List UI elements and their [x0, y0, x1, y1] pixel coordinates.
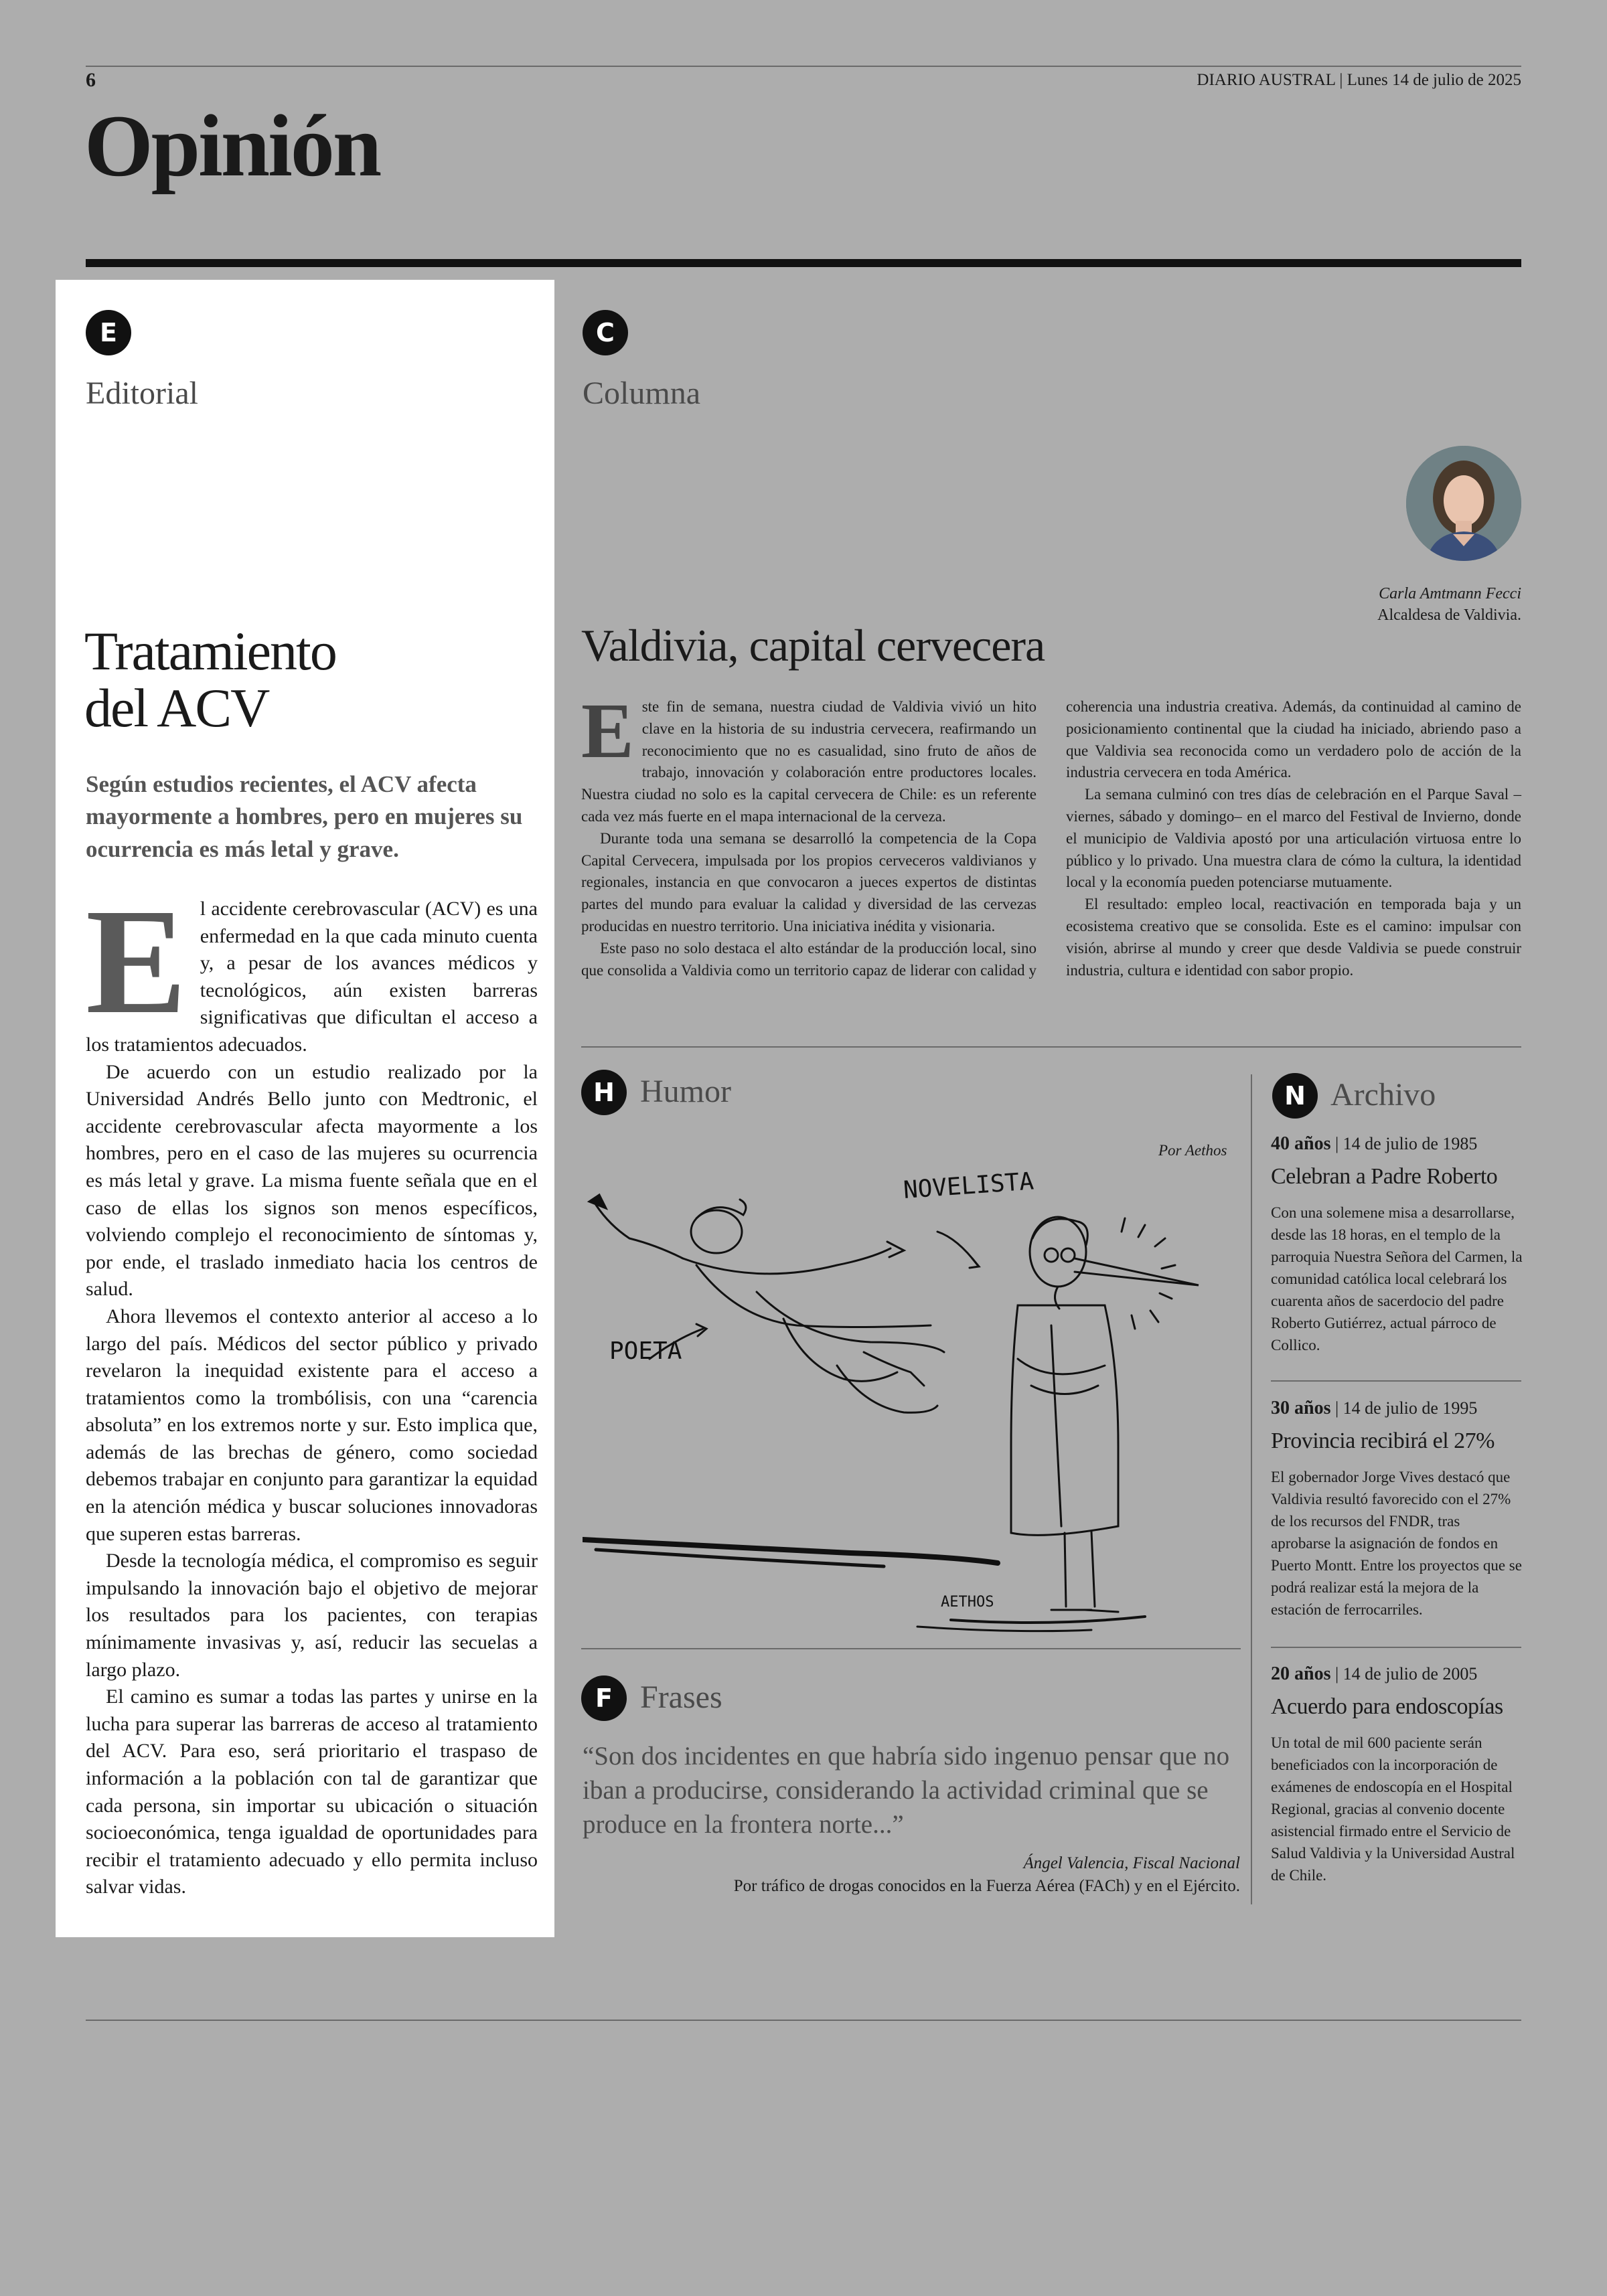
columna-badge: C — [583, 310, 628, 355]
editorial-lead: Según estudios recientes, el ACV afecta mayormente a hombres, pero en mujeres su ocurrencia es más letal y grave. — [86, 771, 523, 862]
columna-paragraph: Durante toda una semana se desarrolló la competencia de la Copa Capital Cervecera, impulsada por los propios cerveceros valdivianos y regionales, instancia en que convocaron a jueces expertos de distintas partes del mundo para evaluar la calidad y diversidad de las cervezas producidas en nuestro territorio. Una iniciativa inédita y visionaria. — [581, 829, 1037, 934]
editorial-dropcap: E — [86, 878, 187, 1045]
editorial-body — [86, 878, 538, 1901]
cartoon-label-poet: POETA — [609, 1337, 682, 1365]
editorial-label: Editorial — [86, 376, 198, 411]
editorial-paragraph: Desde la tecnología médica, el compromiso es seguir impulsando la innovación bajo el objetivo de mejorar los resultados para los pacientes, con terapias mínimamente invasivas y, así, reducir las secuelas a largo plazo. — [86, 1550, 538, 1681]
columna-label: Columna — [583, 376, 700, 411]
archivo-item-title: Provincia recibirá el 27% — [1271, 1428, 1495, 1453]
archivo-date: | 14 de julio de 1985 — [1334, 1134, 1478, 1153]
columna-title: Valdivia, capital cervecera — [581, 620, 1045, 671]
editorial-title-line: del ACV — [84, 677, 269, 739]
archivo-item-title: Celebran a Padre Roberto — [1271, 1164, 1498, 1189]
frases-author: Ángel Valencia, Fiscal Nacional — [1023, 1854, 1240, 1872]
author-name: Carla Amtmann Fecci — [1379, 585, 1521, 602]
humor-badge: H — [581, 1070, 627, 1115]
columna-body — [581, 687, 1521, 981]
frases-label: Frases — [640, 1679, 722, 1715]
author-role: Alcaldesa de Valdivia. — [1377, 606, 1521, 624]
masthead: DIARIO AUSTRAL | Lunes 14 de julio de 2025 — [1197, 71, 1521, 89]
columna-paragraph: Este paso no solo destaca el alto estándar de la producción local, sino que consolida a Valdivia como un territorio capaz de liderar con calidad y coherencia una industria creativa. Además, da continuidad al camino de posicionamiento continental que la ciudad ha iniciado, abriendo paso a que Valdivia sea reconocida como un verdadero polo de acción de la industria cervecera en toda América. — [581, 698, 1521, 979]
archivo-item-head — [1271, 1663, 1523, 1685]
cartoon-signature: AETHOS — [941, 1594, 994, 1611]
archivo-item-text: Con una solemene misa a desarrollarse, desde las 18 horas, en el templo de la parroquia Nuestra Señora del Carmen, la comunidad católica local celebrará los cuarenta años de sacerdocio del padre Roberto Gutiérrez, actual párroco de Collico. — [1271, 1204, 1523, 1354]
frases-quote: “Son dos incidentes en que habría sido ingenuo pensar que no iban a producirse, considerando la actividad criminal que se produce en la frontera norte...” — [583, 1742, 1230, 1839]
editorial-paragraph: El accidente cerebrovascular (ACV) es una enfermedad en la que cada minuto cuenta y, a pesar de los avances médicos y tecnológicos, aún existen barreras significativas que dificultan el acceso a los tratamientos adecuados. — [86, 878, 538, 1056]
archivo-item-head — [1271, 1133, 1523, 1155]
humor-byline: Por Aethos — [1158, 1142, 1227, 1159]
columna-paragraph: La semana culminó con tres días de celebración en el Parque Saval –viernes, sábado y domingo– en el marco del Festival de Invierno, donde el municipio de Valdivia apostó por una articulación virtuosa entre lo público y lo privado. Una muestra clara de cómo la cultura, la identidad local y la economía pueden potenciarse mutuamente. — [1066, 786, 1521, 891]
archivo-divider — [1251, 1074, 1252, 1904]
archivo-badge: N — [1272, 1073, 1318, 1119]
section-title: Opinión — [84, 96, 380, 195]
archivo-label: Archivo — [1330, 1077, 1436, 1113]
top-rule — [86, 66, 1521, 67]
archivo-date: | 14 de julio de 2005 — [1334, 1664, 1478, 1684]
archivo-item-head — [1271, 1398, 1523, 1419]
section-rule — [86, 259, 1521, 267]
cartoon-label-novelist: NOVELISTA — [902, 1167, 1035, 1204]
archivo-date: | 14 de julio de 1995 — [1334, 1398, 1478, 1418]
author-photo — [1406, 446, 1521, 561]
archivo-item-text: El gobernador Jorge Vives destacó que Valdivia resultó favorecido con el 27% de los recursos del FNDR, tras aprobarse la asignación de fondos en Puerto Montt. Entre los proyectos que se podrá realizar está la mejora de la estación de ferrocarriles. — [1271, 1469, 1522, 1618]
cartoon-illustration — [583, 1165, 1239, 1643]
humor-label: Humor — [640, 1074, 731, 1109]
archivo-item-text: Un total de mil 600 paciente serán beneficiados con la incorporación de exámenes de endoscopía en el Hospital Regional, gracias al convenio docente asistencial firmado entre el Servicio de Salud Valdivia y la Universidad Austral de Chile. — [1271, 1734, 1515, 1884]
humor-cartoon — [583, 1165, 1239, 1643]
columna-bottom-rule — [581, 1046, 1521, 1048]
editorial-title-line: Tratamiento — [84, 621, 336, 681]
editorial-badge: E — [86, 310, 131, 355]
author-portrait — [1406, 446, 1521, 561]
archivo-years: 40 años — [1271, 1133, 1331, 1154]
columna-dropcap: E — [581, 687, 634, 774]
columna-paragraph: El resultado: empleo local, reactivación en temporada baja y un ecosistema creativo que se consolida. Este es el camino: impulsar con visión, abrirse al mundo y creer que desde Valdivia se puede construir industria, cultura e identidad con sabor propio. — [1066, 896, 1521, 979]
editorial-paragraph: Ahora llevemos el contexto anterior al acceso a lo largo del país. Médicos del sector público y privado revelaron la inequidad existente para el acceso a tratamientos como la trombólisis, con una “carencia absoluta” en los extremos norte y sur. Esto implica que, además de las brechas de género, como sociedad debemos trabajar en conjunto para garantizar la equidad en la atención médica y buscar soluciones innovadoras que superen estas barreras. — [86, 1305, 538, 1545]
editorial-paragraph: El camino es sumar a todas las partes y unirse en la lucha para superar las barreras de acceso al tratamiento del ACV. Para eso, será prioritario el traspaso de información a la población con tal de garantizar que cada persona, sin importar su ubicación o situación socioeconómica, tenga igualdad de oportunidades para recibir el tratamiento adecuado y ello permita incluso salvar vidas. — [86, 1686, 538, 1898]
archivo-years: 30 años — [1271, 1398, 1331, 1418]
archivo-rule — [1271, 1647, 1521, 1648]
editorial-paragraph: De acuerdo con un estudio realizado por la Universidad Andrés Bello junto con Medtronic, el accidente cerebrovascular afecta mayormente a los hombres, pero en el caso de las mujeres su ocurrencia es más letal y grave. La misma fuente señala que en el caso de ellas los signos son menos específicos, volviendo complejo el reconocimiento de síntomas y, por ende, el traslado inmediato hacia los centros de salud. — [86, 1060, 538, 1301]
humor-bottom-rule — [581, 1648, 1241, 1649]
editorial-title — [84, 623, 540, 737]
frases-badge: F — [581, 1675, 627, 1721]
archivo-item-title: Acuerdo para endoscopías — [1271, 1694, 1503, 1719]
archivo-item — [1271, 1398, 1523, 1621]
columna-paragraph: Este fin de semana, nuestra ciudad de Valdivia vivió un hito clave en la historia de su industria cervecera, reafirmando un reconocimiento que no es casualidad, sino fruto de años de trabajo, innovación y colaboración entre productores locales. Nuestra ciudad no solo es la capital cervecera de Chile: es un referente cada vez más fuerte en el mapa internacional de la cerveza. — [581, 687, 1037, 825]
archivo-item — [1271, 1133, 1523, 1356]
archivo-years: 20 años — [1271, 1663, 1331, 1684]
archivo-rule — [1271, 1380, 1521, 1382]
page-number: 6 — [86, 69, 96, 91]
archivo-item — [1271, 1663, 1523, 1886]
bottom-rule — [86, 2020, 1521, 2021]
frases-context: Por tráfico de drogas conocidos en la Fuerza Aérea (FACh) y en el Ejército. — [733, 1877, 1240, 1895]
